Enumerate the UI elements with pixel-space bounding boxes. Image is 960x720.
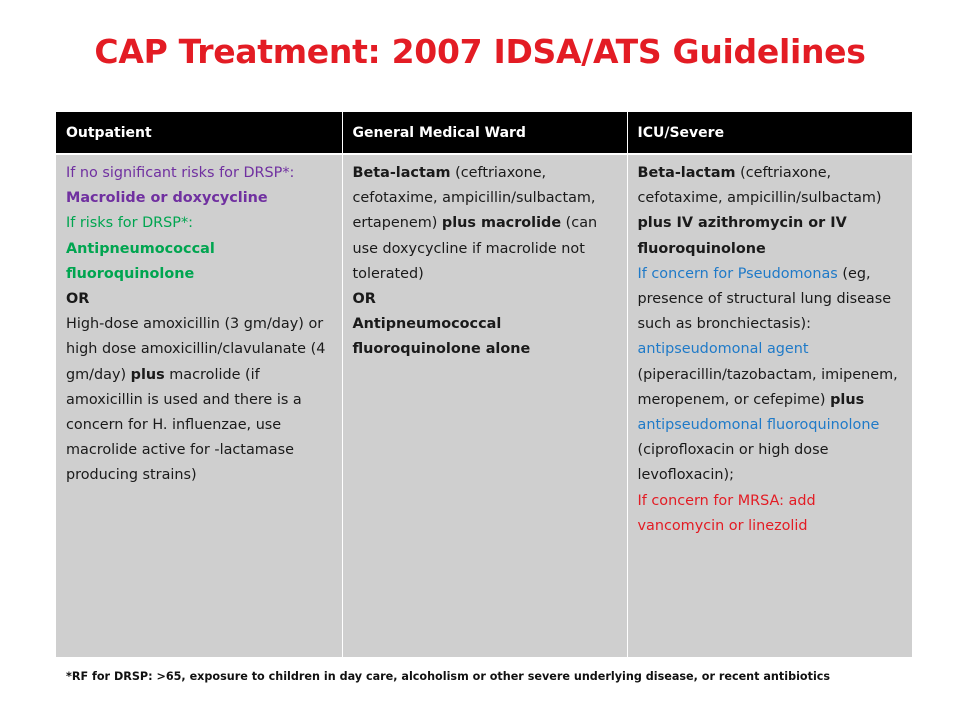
icu-agent-options: (piperacillin/tazobactam, imipenem, meropenem, or cefepime)	[637, 366, 898, 408]
icu-antipseudomonal-fq: antipseudomonal fluoroquinolone	[637, 417, 880, 434]
ward-regimen	[353, 161, 621, 287]
header-outpatient: Outpatient	[56, 112, 342, 154]
ward-plus-macrolide: plus macrolide	[441, 215, 562, 232]
table-row	[56, 154, 912, 657]
header-icu-severe: ICU/Severe	[627, 112, 912, 154]
outpatient-no-risk-label: If no significant risks for DRSP*:	[66, 165, 295, 181]
table-header-row	[56, 112, 912, 154]
page-title: CAP Treatment: 2007 IDSA/ATS Guidelines	[94, 32, 866, 71]
outpatient-risk-treatment: Antipneumococcal fluoroquinolone	[66, 240, 215, 282]
cell-icu-severe	[627, 154, 912, 657]
treatment-table	[56, 112, 912, 657]
ward-beta-lactam: Beta-lactam	[352, 165, 451, 181]
ward-doxycycline-note: (can use doxycycline if macrolide not tolerated)	[352, 215, 598, 282]
footnote: *RF for DRSP: >65, exposure to children in day care, alcoholism or other severe underlying disease, or recent antibiotics	[66, 670, 831, 683]
icu-pseudomonas-examples: (eg, presence of structural lung disease such as bronchiectasis):	[637, 265, 892, 333]
ward-beta-lactam-options: (ceftriaxone, cefotaxime, ampicillin/sulbactam, ertapenem)	[352, 165, 596, 232]
icu-mrsa: If concern for MRSA: add vancomycin or linezolid	[637, 492, 816, 534]
ward-fluoroquinolone: Antipneumococcal fluoroquinolone alone	[352, 316, 531, 358]
outpatient-alt-text-2: macrolide (if amoxicillin is used and there is a concern for H. influenzae, use macrolide active for -lactamase producing strains)	[66, 366, 302, 484]
outpatient-risk-label: If risks for DRSP*:	[66, 215, 194, 232]
cell-outpatient	[56, 154, 342, 657]
icu-plus-azithromycin: plus IV azithromycin or IV fluoroquinolone	[637, 215, 847, 257]
icu-pseudomonas	[638, 262, 907, 489]
ward-or: OR	[352, 291, 376, 308]
outpatient-no-risk-treatment: Macrolide or doxycycline	[66, 190, 268, 207]
cell-general-ward	[342, 154, 627, 657]
icu-plus: plus	[830, 391, 865, 408]
header-general-ward: General Medical Ward	[342, 112, 627, 154]
icu-beta-lactam: Beta-lactam	[637, 165, 736, 181]
icu-beta-lactam-options: (ceftriaxone, cefotaxime, ampicillin/sulbactam)	[637, 165, 882, 207]
outpatient-or: OR	[66, 291, 90, 308]
icu-antipseudomonal-agent: antipseudomonal agent	[637, 341, 809, 358]
icu-regimen	[638, 161, 907, 262]
outpatient-alternative	[66, 312, 336, 488]
icu-fq-options: (ciprofloxacin or high dose levofloxacin);	[637, 442, 829, 484]
icu-pseudomonas-label: If concern for Pseudomonas	[637, 265, 838, 282]
outpatient-alt-text-1: High-dose amoxicillin (3 gm/day) or high dose amoxicillin/clavulanate (4 gm/day)	[66, 316, 326, 383]
outpatient-alt-plus: plus	[130, 366, 165, 383]
